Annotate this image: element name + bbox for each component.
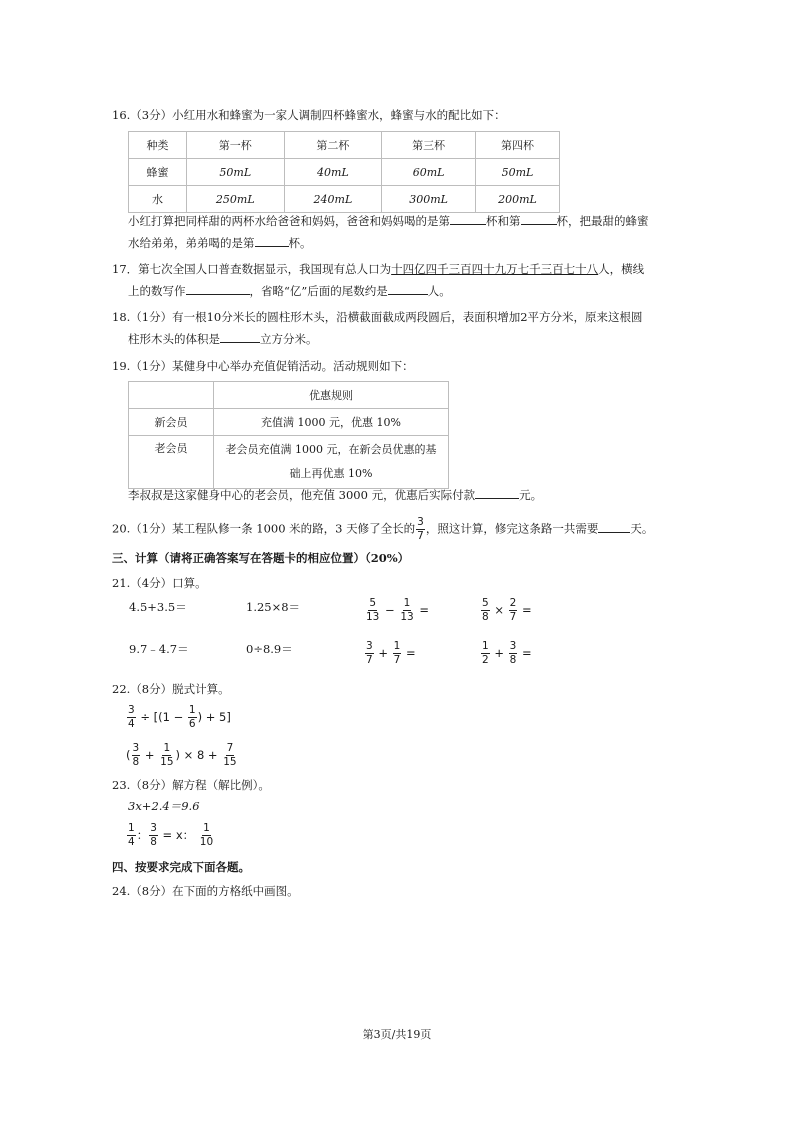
table-cell: 300mL: [382, 186, 476, 213]
fraction: [509, 640, 518, 667]
denominator: 6: [188, 718, 196, 730]
denominator: 13: [366, 611, 380, 623]
q23-title: 23.（8分）解方程（解比例）。: [112, 778, 270, 792]
denominator: 4: [128, 718, 135, 730]
q16-stem: 16.（3分）小红用水和蜂蜜为一家人调制四杯蜂蜜水，蜂蜜与水的配比如下：: [112, 108, 506, 122]
q16-text: 水给弟弟，弟弟喝的是第: [128, 236, 255, 250]
numerator: 5: [369, 597, 377, 609]
equals: =: [521, 603, 532, 617]
denominator: 8: [482, 611, 489, 623]
table-cell: 充值满 1000 元，优惠 10%: [214, 409, 449, 436]
fraction: [481, 640, 490, 667]
ratio-colon: ：: [136, 828, 149, 842]
table-cell: 优惠规则: [214, 382, 449, 409]
numerator: 1: [403, 597, 411, 609]
q16-table: [128, 131, 560, 213]
denominator: 15: [223, 756, 237, 768]
answer-blank[interactable]: [521, 211, 557, 225]
q16-question: [112, 210, 702, 254]
q16-text: 小红打算把同样甜的两杯水给爸爸和妈妈，爸爸和妈妈喝的是第: [128, 214, 450, 228]
step-calc-2: [126, 742, 239, 769]
expression-part: ) × 8 +: [175, 748, 218, 762]
proportion: [126, 822, 215, 849]
table-cell: 240mL: [284, 186, 382, 213]
q20-text: ，照这计算，修完这条路一共需要: [425, 521, 599, 536]
table-cell: 蜂蜜: [129, 159, 187, 186]
table-cell: [129, 382, 214, 409]
equation-1: [128, 793, 200, 819]
expression-part: (: [126, 748, 131, 762]
q18-text: 柱形木头的体积是: [128, 332, 220, 346]
denominator: 8: [132, 756, 140, 768]
q19-table: [128, 381, 449, 489]
fraction: [365, 597, 380, 624]
numerator: 1: [128, 822, 135, 834]
table-cell: 水: [129, 186, 187, 213]
oral-calc-a: 4.5+3.5＝: [129, 600, 187, 614]
operator: +: [378, 646, 388, 660]
fraction: [132, 742, 141, 769]
table-cell: 老会员: [129, 436, 214, 489]
q22-title: 22.（8分）脱式计算。: [112, 682, 230, 696]
denominator: 7: [366, 654, 373, 666]
fraction: [149, 822, 158, 849]
fraction: [416, 516, 425, 543]
answer-blank[interactable]: [475, 485, 519, 499]
denominator: 8: [150, 836, 157, 848]
oral-calc-h: [480, 640, 532, 667]
q21-title: 21.（4分）口算。: [112, 576, 207, 590]
table-row: [129, 132, 560, 159]
operator: −: [385, 603, 395, 617]
expression-part: ) + 5]: [197, 710, 231, 724]
fraction: [127, 704, 136, 731]
denominator: 2: [482, 654, 489, 666]
fraction: [481, 597, 490, 624]
table-cell: 50mL: [186, 159, 284, 186]
denominator: 13: [400, 611, 414, 623]
numerator: 1: [188, 704, 196, 716]
table-row: [129, 159, 560, 186]
denominator: 4: [128, 836, 135, 848]
q18-question: [112, 306, 686, 350]
operator: +: [494, 646, 504, 660]
numerator: 1: [482, 640, 489, 652]
oral-calc-d: [480, 597, 532, 624]
denominator: 10: [199, 836, 214, 848]
fraction: [393, 640, 402, 667]
table-cell: 第一杯: [186, 132, 284, 159]
q16-text: 杯。: [288, 236, 312, 250]
fraction: [188, 704, 197, 731]
fraction: [199, 822, 214, 849]
q19-text: 李叔叔是这家健身中心的老会员，他充值 3000 元，优惠后实际付款: [128, 488, 476, 502]
equals: =: [521, 646, 532, 660]
numerator: 3: [150, 822, 157, 834]
section-4-heading: 四、按要求完成下面各题。: [112, 860, 250, 874]
fraction: [159, 742, 174, 769]
denominator: 7: [393, 654, 401, 666]
oral-calc-f: 0÷8.9＝: [246, 642, 293, 656]
table-cell: 50mL: [476, 159, 560, 186]
q20-text: 天。: [630, 521, 654, 536]
fraction: [509, 597, 518, 624]
rule-text: 老会员充值满 1000 元，在新会员优惠的基: [225, 443, 437, 456]
page-number: 第3页/共19页: [362, 1028, 432, 1041]
q17-text: 17．第七次全国人口普查数据显示，我国现有总人口为: [112, 262, 392, 276]
q17-text: 上的数写作: [128, 284, 186, 298]
numerator: 7: [226, 742, 234, 754]
table-cell: 第二杯: [284, 132, 382, 159]
q19-stem: 19.（1分）某健身中心举办充值促销活动。活动规则如下：: [112, 359, 414, 373]
answer-blank[interactable]: [220, 329, 260, 343]
table-cell: 40mL: [284, 159, 382, 186]
q20-question: [112, 516, 686, 543]
fraction: [222, 742, 237, 769]
numerator: 3: [417, 516, 424, 528]
q16-text: 杯和第: [486, 214, 521, 228]
q16-text: 杯，把最甜的蜂蜜: [556, 214, 649, 228]
table-row: [129, 409, 449, 436]
numerator: 1: [393, 640, 401, 652]
numerator: 5: [482, 597, 489, 609]
q17-text: ，省略“亿”后面的尾数约是: [249, 284, 388, 298]
operator: +: [144, 748, 155, 762]
table-row: [129, 436, 449, 489]
rule-text: 础上再优惠 10%: [289, 467, 373, 480]
table-cell: 新会员: [129, 409, 214, 436]
denominator: 15: [160, 756, 174, 768]
oral-calc-c: [364, 597, 429, 624]
oral-calc-b: 1.25×8＝: [246, 600, 301, 614]
fraction: [127, 822, 136, 849]
answer-blank[interactable]: [186, 281, 250, 295]
table-cell: [214, 436, 449, 489]
answer-blank[interactable]: [598, 519, 630, 533]
table-cell: 第三杯: [382, 132, 476, 159]
fraction: [399, 597, 414, 624]
q18-text: 立方分米。: [260, 332, 318, 346]
numerator: 3: [128, 704, 135, 716]
numerator: 3: [366, 640, 373, 652]
expression-part: ÷ [(1 −: [140, 710, 184, 724]
answer-blank[interactable]: [388, 281, 428, 295]
numerator: 1: [163, 742, 171, 754]
q17-text: 人。: [427, 284, 451, 298]
fraction: [365, 640, 374, 667]
equals: =: [405, 646, 416, 660]
q17-text: 人，横线: [598, 262, 645, 276]
oral-calc-g: [364, 640, 416, 667]
equals: =: [419, 603, 429, 617]
answer-blank[interactable]: [450, 211, 486, 225]
q18-text: 18.（1分）有一根10分米长的圆柱形木头，沿横截面截成两段圆后，表面积增加2平方分米，原来这根圆: [112, 310, 643, 324]
operator: ×: [494, 603, 504, 617]
table-cell: 第四杯: [476, 132, 560, 159]
q20-text: 20.（1分）某工程队修一条 1000 米的路，3 天修了全长的: [112, 521, 416, 536]
q19-question: [112, 484, 702, 506]
table-cell: 60mL: [382, 159, 476, 186]
oral-calc-e: 9.7﹣4.7＝: [129, 642, 189, 656]
denominator: 7: [509, 611, 517, 623]
q19-text: 元。: [519, 488, 543, 502]
table-row: [129, 186, 560, 213]
numerator: 2: [509, 597, 517, 609]
q17-underlined-number: 十四亿四千三百四十九万七千三百七十八: [391, 262, 599, 276]
expression-part: = x：: [162, 828, 195, 842]
equation-text: 3x+2.4＝9.6: [128, 799, 200, 813]
q17-question: [112, 258, 686, 302]
table-row: [129, 382, 449, 409]
denominator: 7: [417, 530, 424, 542]
table-cell: 200mL: [476, 186, 560, 213]
denominator: 8: [509, 654, 517, 666]
step-calc-1: [126, 704, 231, 731]
q24-title: 24.（8分）在下面的方格纸中画图。: [112, 884, 299, 898]
numerator: 3: [132, 742, 140, 754]
numerator: 3: [509, 640, 517, 652]
table-cell: 种类: [129, 132, 187, 159]
numerator: 1: [203, 822, 210, 834]
answer-blank[interactable]: [255, 233, 289, 247]
table-cell: 250mL: [186, 186, 284, 213]
section-3-heading: 三、计算（请将正确答案写在答题卡的相应位置）（20%）: [112, 551, 410, 565]
